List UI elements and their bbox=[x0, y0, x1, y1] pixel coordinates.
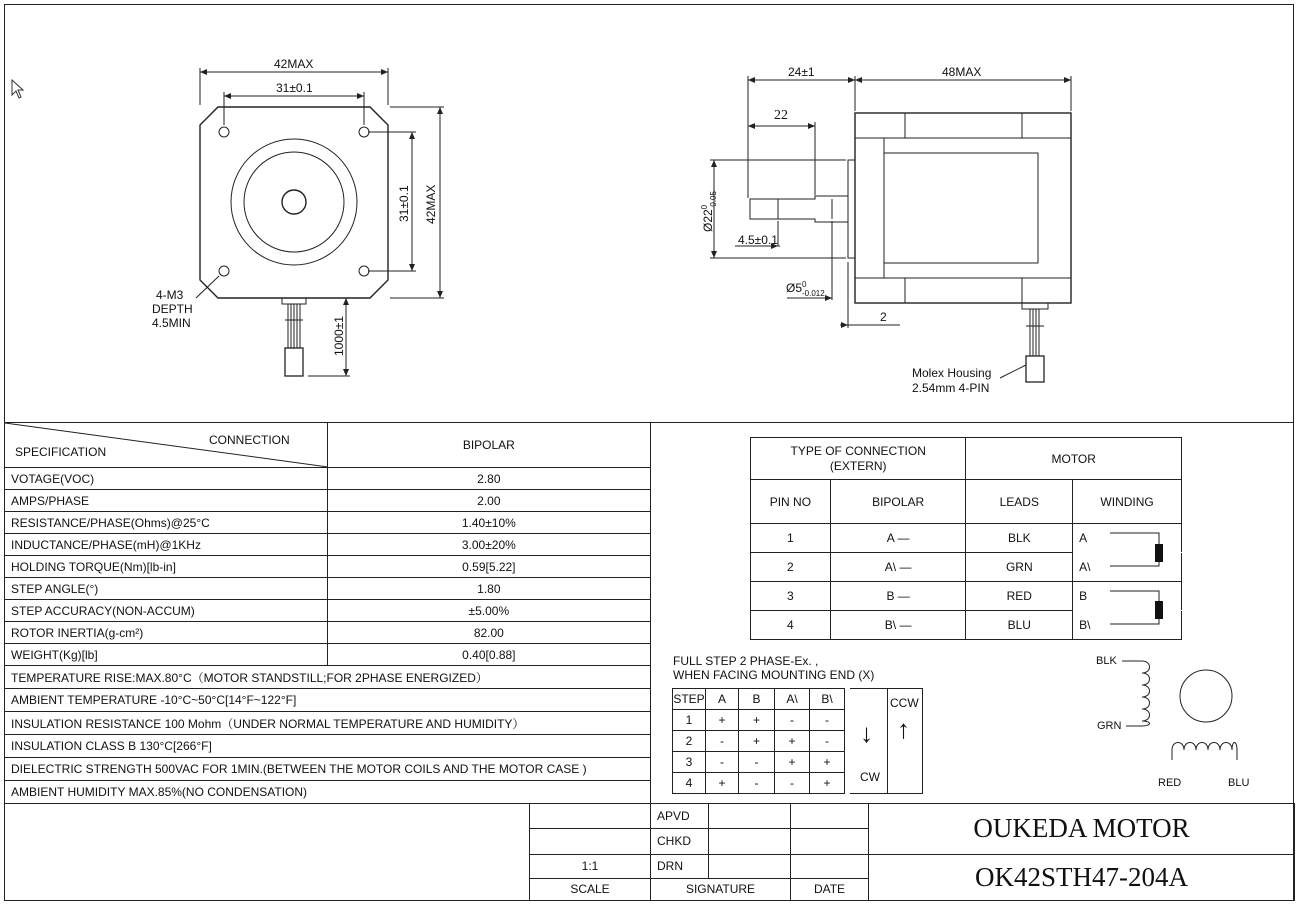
winding-cell: B\ bbox=[1073, 611, 1182, 640]
spec-note: AMBIENT TEMPERATURE -10°C~50°C[14°F~122°F] bbox=[5, 689, 651, 712]
spec-note: AMBIENT HUMIDITY MAX.85%(NO CONDENSATION) bbox=[5, 781, 651, 804]
header-connection: CONNECTION bbox=[209, 433, 290, 447]
step-cell: 3 bbox=[673, 752, 706, 773]
molex-label-2: 2.54mm 4-PIN bbox=[912, 381, 990, 395]
dim-31-top: 31±0.1 bbox=[276, 81, 313, 95]
table-row bbox=[5, 490, 651, 512]
step-cell: + bbox=[775, 752, 810, 773]
col-b-bar: B\ bbox=[810, 689, 845, 710]
lead-cell: BLK bbox=[966, 524, 1073, 553]
molex-label-1: Molex Housing bbox=[912, 366, 992, 380]
bipolar-cell: B\ — bbox=[830, 611, 966, 640]
hole-note-3: 4.5MIN bbox=[152, 316, 191, 330]
conn-type-header-1: TYPE OF CONNECTION bbox=[790, 443, 926, 458]
step-cell: + bbox=[810, 752, 845, 773]
bipolar-cell: A\ — bbox=[830, 553, 966, 582]
spec-label: AMPS/PHASE bbox=[5, 490, 328, 512]
title-block bbox=[529, 803, 1295, 901]
spec-label: ROTOR INERTIA(g-cm²) bbox=[5, 622, 328, 644]
winding-cell: A bbox=[1073, 524, 1182, 553]
table-row bbox=[5, 712, 651, 735]
spec-value: 1.80 bbox=[327, 578, 650, 600]
table-row bbox=[5, 644, 651, 666]
arrow-down-icon: ↓ bbox=[860, 718, 873, 748]
dim-dia5-tol-top: 0 bbox=[802, 280, 807, 289]
winding-cell: B bbox=[1073, 582, 1182, 611]
dim-dia22 bbox=[700, 191, 718, 232]
table-row bbox=[5, 666, 651, 689]
spec-note: INSULATION CLASS B 130°C[266°F] bbox=[5, 735, 651, 758]
spec-note: DIELECTRIC STRENGTH 500VAC FOR 1MIN.(BETWEEN THE MOTOR COILS AND THE MOTOR CASE ) bbox=[5, 758, 651, 781]
col-pin-no: PIN NO bbox=[751, 480, 831, 524]
drn-signature bbox=[709, 854, 791, 878]
pin-cell: 2 bbox=[751, 553, 831, 582]
step-cell: 1 bbox=[673, 710, 706, 731]
spec-label: STEP ANGLE(°) bbox=[5, 578, 328, 600]
lead-cell: BLU bbox=[966, 611, 1073, 640]
step-cell: + bbox=[810, 773, 845, 794]
spec-value: 0.59[5.22] bbox=[327, 556, 650, 578]
step-cell: - bbox=[706, 752, 739, 773]
chkd-label: CHKD bbox=[651, 829, 709, 854]
spec-value: ±5.00% bbox=[327, 600, 650, 622]
spec-value: 3.00±20% bbox=[327, 534, 650, 556]
bipolar-cell: B — bbox=[830, 582, 966, 611]
lead-cell: GRN bbox=[966, 553, 1073, 582]
dim-48max: 48MAX bbox=[942, 65, 982, 79]
step-cell: - bbox=[810, 710, 845, 731]
step-caption-1: FULL STEP 2 PHASE-Ex. , bbox=[673, 654, 819, 668]
side-view bbox=[650, 0, 1299, 420]
step-cell: - bbox=[739, 752, 775, 773]
model-number: OK42STH47-204A bbox=[869, 854, 1295, 901]
apvd-label: APVD bbox=[651, 804, 709, 829]
table-row bbox=[5, 600, 651, 622]
spec-value: 2.00 bbox=[327, 490, 650, 512]
spec-label: RESISTANCE/PHASE(Ohms)@25°C bbox=[5, 512, 328, 534]
spec-label: STEP ACCURACY(NON-ACCUM) bbox=[5, 600, 328, 622]
bipolar-cell: A — bbox=[830, 524, 966, 553]
step-cell: + bbox=[706, 773, 739, 794]
step-cell: + bbox=[739, 710, 775, 731]
table-row bbox=[5, 556, 651, 578]
table-row bbox=[673, 731, 845, 752]
step-cell: + bbox=[706, 710, 739, 731]
dim-42max-side: 42MAX bbox=[424, 184, 438, 224]
step-cell: + bbox=[739, 731, 775, 752]
step-cell: + bbox=[775, 731, 810, 752]
arrow-up-icon: ↑ bbox=[897, 714, 910, 744]
drn-date bbox=[791, 854, 869, 878]
wire-label-red: RED bbox=[1158, 777, 1182, 789]
table-row bbox=[5, 534, 651, 556]
hole-note-2: DEPTH bbox=[152, 302, 193, 316]
cw-label: CW bbox=[860, 770, 880, 784]
tb-blank bbox=[530, 804, 651, 829]
pin-cell: 3 bbox=[751, 582, 831, 611]
table-row bbox=[5, 781, 651, 804]
table-row bbox=[5, 622, 651, 644]
spec-value: 1.40±10% bbox=[327, 512, 650, 534]
dim-31-side: 31±0.1 bbox=[397, 185, 411, 222]
conn-type-header-2: (EXTERN) bbox=[829, 458, 887, 473]
step-cell: 2 bbox=[673, 731, 706, 752]
dim-dia22-tol-top: 0 bbox=[700, 204, 709, 210]
table-row bbox=[5, 512, 651, 534]
winding-coil-icons bbox=[1090, 523, 1170, 641]
table-row bbox=[5, 468, 651, 490]
spec-value: 2.80 bbox=[327, 468, 650, 490]
spec-label: HOLDING TORQUE(Nm)[lb-in] bbox=[5, 556, 328, 578]
chkd-date bbox=[791, 829, 869, 854]
company-name: OUKEDA MOTOR bbox=[869, 804, 1295, 855]
spec-value: 82.00 bbox=[327, 622, 650, 644]
header-specification: SPECIFICATION bbox=[15, 445, 107, 459]
dim-dia22-main: Ø22 bbox=[701, 209, 716, 232]
table-row bbox=[673, 752, 845, 773]
step-cell: - bbox=[706, 731, 739, 752]
conn-motor-header: MOTOR bbox=[966, 438, 1182, 480]
step-cell: - bbox=[775, 710, 810, 731]
step-table bbox=[672, 688, 845, 794]
table-row bbox=[5, 578, 651, 600]
ccw-label: CCW bbox=[890, 696, 919, 710]
spec-table bbox=[4, 422, 651, 804]
table-row bbox=[5, 758, 651, 781]
apvd-date bbox=[791, 804, 869, 829]
winding-cell: A\ bbox=[1073, 553, 1182, 582]
col-leads: LEADS bbox=[966, 480, 1073, 524]
dim-2: 2 bbox=[880, 310, 887, 324]
dim-dia22-tol-bot: -0.05 bbox=[709, 191, 718, 210]
direction-divider bbox=[887, 688, 888, 794]
front-view bbox=[0, 0, 650, 420]
hole-note-1: 4-M3 bbox=[156, 288, 184, 302]
chkd-signature bbox=[709, 829, 791, 854]
dim-dia5 bbox=[786, 280, 825, 298]
table-row bbox=[673, 773, 845, 794]
dim-dia5-main: Ø5 bbox=[786, 281, 803, 296]
tb-blank bbox=[530, 829, 651, 854]
table-row bbox=[673, 710, 845, 731]
step-cell: 4 bbox=[673, 773, 706, 794]
wire-label-grn: GRN bbox=[1097, 720, 1122, 732]
spec-note: INSULATION RESISTANCE 100 Mohm（UNDER NORMAL TEMPERATURE AND HUMIDITY） bbox=[5, 712, 651, 735]
signature-label: SIGNATURE bbox=[651, 878, 791, 900]
col-a-bar: A\ bbox=[775, 689, 810, 710]
spec-header-row bbox=[5, 423, 651, 468]
table-row bbox=[5, 689, 651, 712]
spec-label: INDUCTANCE/PHASE(mH)@1KHz bbox=[5, 534, 328, 556]
date-label: DATE bbox=[791, 878, 869, 900]
step-cell: - bbox=[775, 773, 810, 794]
dim-cable-length: 1000±1 bbox=[332, 316, 346, 356]
step-caption-2: WHEN FACING MOUNTING END (X) bbox=[673, 668, 875, 682]
wire-label-blu: BLU bbox=[1228, 777, 1250, 789]
spec-note: TEMPERATURE RISE:MAX.80°C（MOTOR STANDSTILL;FOR 2PHASE ENERGIZED） bbox=[5, 666, 651, 689]
header-bipolar: BIPOLAR bbox=[327, 423, 650, 468]
spec-label: VOTAGE(VOC) bbox=[5, 468, 328, 490]
spec-label: WEIGHT(Kg)[lb] bbox=[5, 644, 328, 666]
dim-42max-top: 42MAX bbox=[274, 57, 314, 71]
dim-4-5: 4.5±0.1 bbox=[738, 233, 778, 247]
col-winding: WINDING bbox=[1073, 480, 1182, 524]
pin-cell: 4 bbox=[751, 611, 831, 640]
spec-header-diagonal bbox=[5, 423, 328, 468]
lead-cell: RED bbox=[966, 582, 1073, 611]
scale-value: 1:1 bbox=[530, 854, 651, 878]
table-row bbox=[5, 735, 651, 758]
apvd-signature bbox=[709, 804, 791, 829]
dim-dia5-tol-bot: -0.012 bbox=[802, 289, 825, 298]
scale-label: SCALE bbox=[530, 878, 651, 900]
dim-22: 22 bbox=[774, 108, 788, 123]
col-bipolar: BIPOLAR bbox=[830, 480, 966, 524]
step-cell: - bbox=[739, 773, 775, 794]
pin-cell: 1 bbox=[751, 524, 831, 553]
col-b: B bbox=[739, 689, 775, 710]
col-step: STEP bbox=[673, 689, 706, 710]
dim-24: 24±1 bbox=[788, 65, 815, 79]
step-cell: - bbox=[810, 731, 845, 752]
spec-value: 0.40[0.88] bbox=[327, 644, 650, 666]
wire-label-blk: BLK bbox=[1096, 655, 1117, 667]
conn-type-header bbox=[751, 438, 966, 480]
drn-label: DRN bbox=[651, 854, 709, 878]
col-a: A bbox=[706, 689, 739, 710]
